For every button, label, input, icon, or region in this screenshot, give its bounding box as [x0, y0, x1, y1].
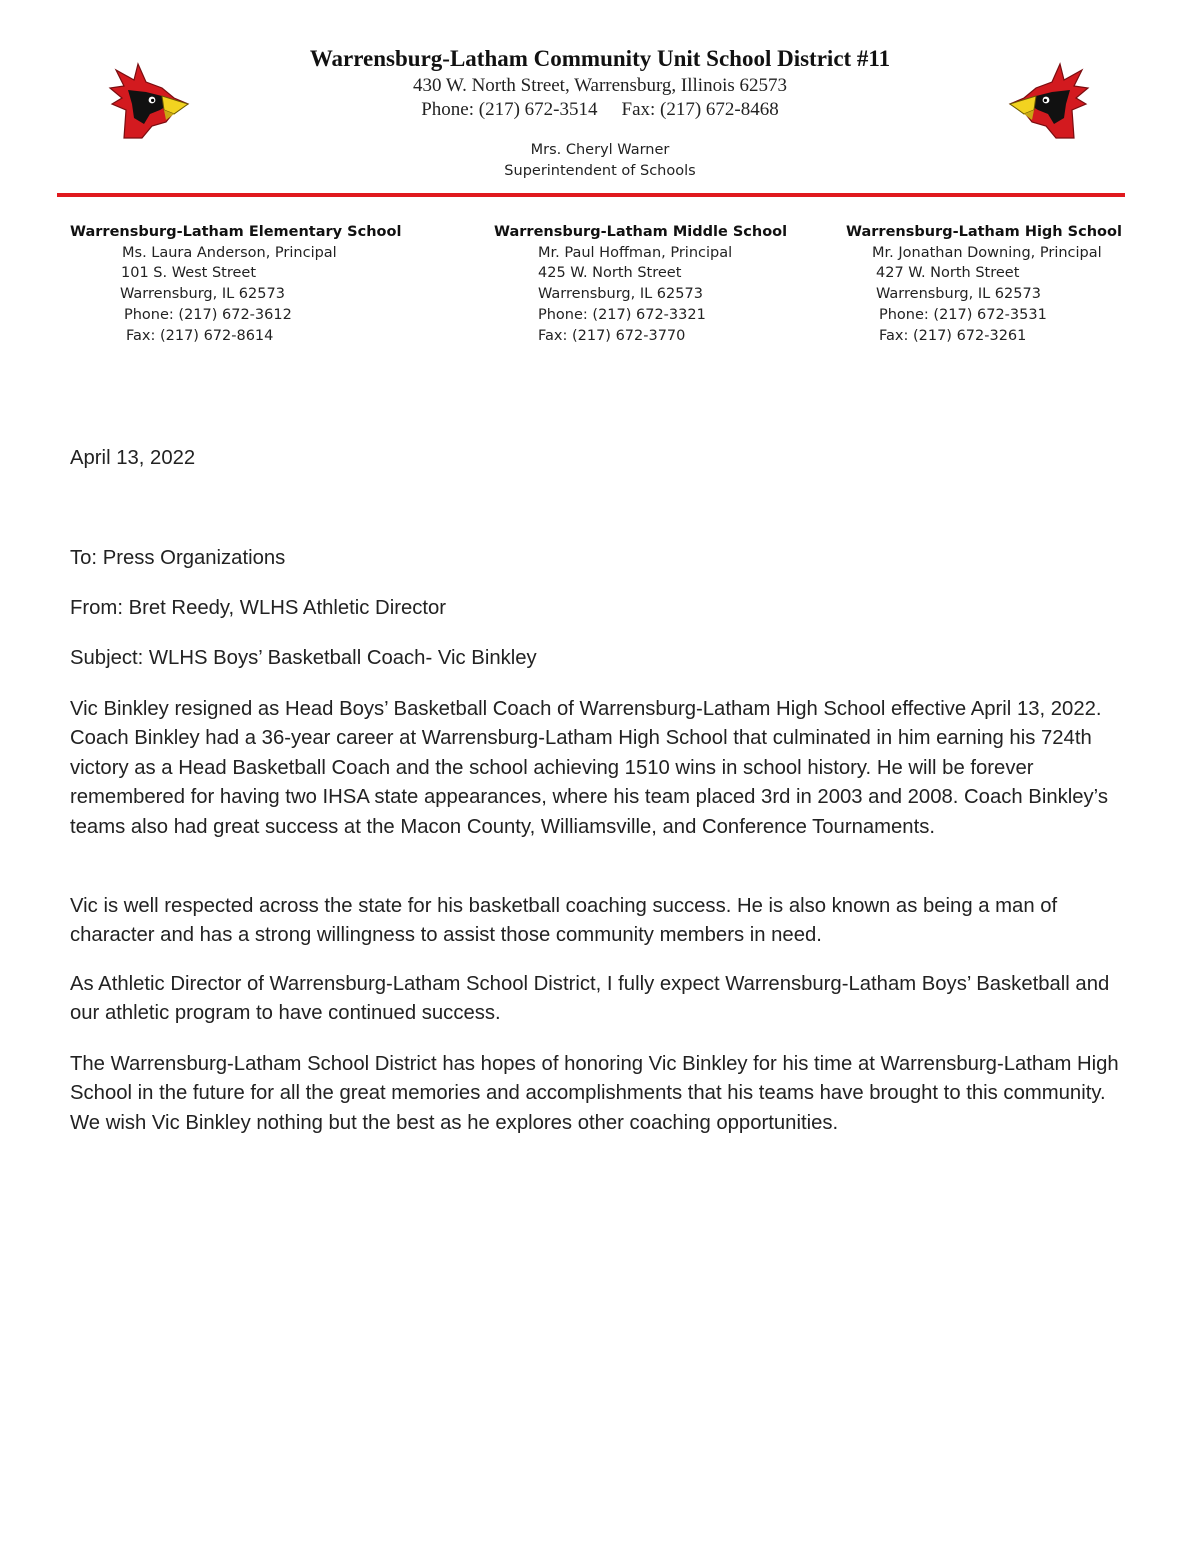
school-street: 425 W. North Street [538, 265, 682, 282]
school-city: Warrensburg, IL 62573 [538, 286, 703, 303]
school-column-high [846, 222, 1122, 346]
district-address: 430 W. North Street, Warrensburg, Illinois 62573 [412, 75, 788, 96]
school-fax: Fax: (217) 672-3770 [538, 327, 686, 344]
letter-paragraph: Vic is well respected across the state for his basketball coaching success. He is also known as being a man of character and has a strong willingness to assist those community members in need. [70, 895, 1058, 947]
district-contact [0, 98, 1200, 122]
letter-date: April 13, 2022 [70, 447, 196, 469]
school-column-elementary [70, 222, 401, 346]
letter-to: To: Press Organizations [70, 547, 286, 569]
district-phone: Phone: (217) 672-3514 [421, 99, 598, 120]
school-street: 101 S. West Street [121, 265, 257, 282]
header-divider [57, 193, 1125, 197]
school-street: 427 W. North Street [876, 265, 1020, 282]
school-name: Warrensburg-Latham Elementary School [70, 224, 402, 240]
letter-from: From: Bret Reedy, WLHS Athletic Director [70, 597, 447, 619]
school-principal: Mr. Jonathan Downing, Principal [872, 244, 1102, 261]
letter-paragraph: Vic Binkley resigned as Head Boys’ Basketball Coach of Warrensburg-Latham High School effective April 13, 2022. Coach Binkley had a 36-year career at Warrensburg-Latham High School that culminated in him earning his 724th victory as a Head Basketball Coach and the school achieving 1510 wins in school history. He will be forever remembered for having two IHSA state appearances, where his team placed 3rd in 2003 and 2008. Coach Binkley’s teams also had great success at the Macon County, Williamsville, and Conference Tournaments. [70, 698, 1108, 838]
superintendent-block [0, 140, 1200, 182]
school-phone: Phone: (217) 672-3321 [538, 306, 706, 323]
school-fax: Fax: (217) 672-3261 [879, 327, 1027, 344]
school-phone: Phone: (217) 672-3612 [124, 306, 292, 323]
school-column-middle [494, 222, 787, 346]
school-principal: Mr. Paul Hoffman, Principal [538, 244, 733, 261]
letter-paragraph: The Warrensburg-Latham School District has hopes of honoring Vic Binkley for his time at Warrensburg-Latham High School in the future for all the great memories and accomplishments that his teams have brought to this community. We wish Vic Binkley nothing but the best as he explores other coaching opportunities. [70, 1053, 1119, 1134]
school-city: Warrensburg, IL 62573 [120, 286, 285, 303]
superintendent-title: Superintendent of Schools [504, 163, 696, 179]
school-name: Warrensburg-Latham High School [846, 224, 1122, 240]
school-city: Warrensburg, IL 62573 [876, 286, 1041, 303]
district-header [0, 44, 1200, 122]
superintendent-name: Mrs. Cheryl Warner [530, 142, 670, 158]
letter-subject: Subject: WLHS Boys’ Basketball Coach- Vic Binkley [70, 647, 537, 669]
school-principal: Ms. Laura Anderson, Principal [122, 244, 337, 261]
district-name: Warrensburg-Latham Community Unit School District #11 [309, 46, 891, 71]
school-name: Warrensburg-Latham Middle School [494, 224, 788, 240]
letter-paragraph: As Athletic Director of Warrensburg-Latham School District, I fully expect Warrensburg-Latham Boys’ Basketball and our athletic program to have continued success. [70, 973, 1110, 1025]
district-fax: Fax: (217) 672-8468 [621, 99, 779, 120]
letterhead [0, 0, 1200, 200]
school-phone: Phone: (217) 672-3531 [879, 306, 1047, 323]
school-fax: Fax: (217) 672-8614 [126, 327, 274, 344]
